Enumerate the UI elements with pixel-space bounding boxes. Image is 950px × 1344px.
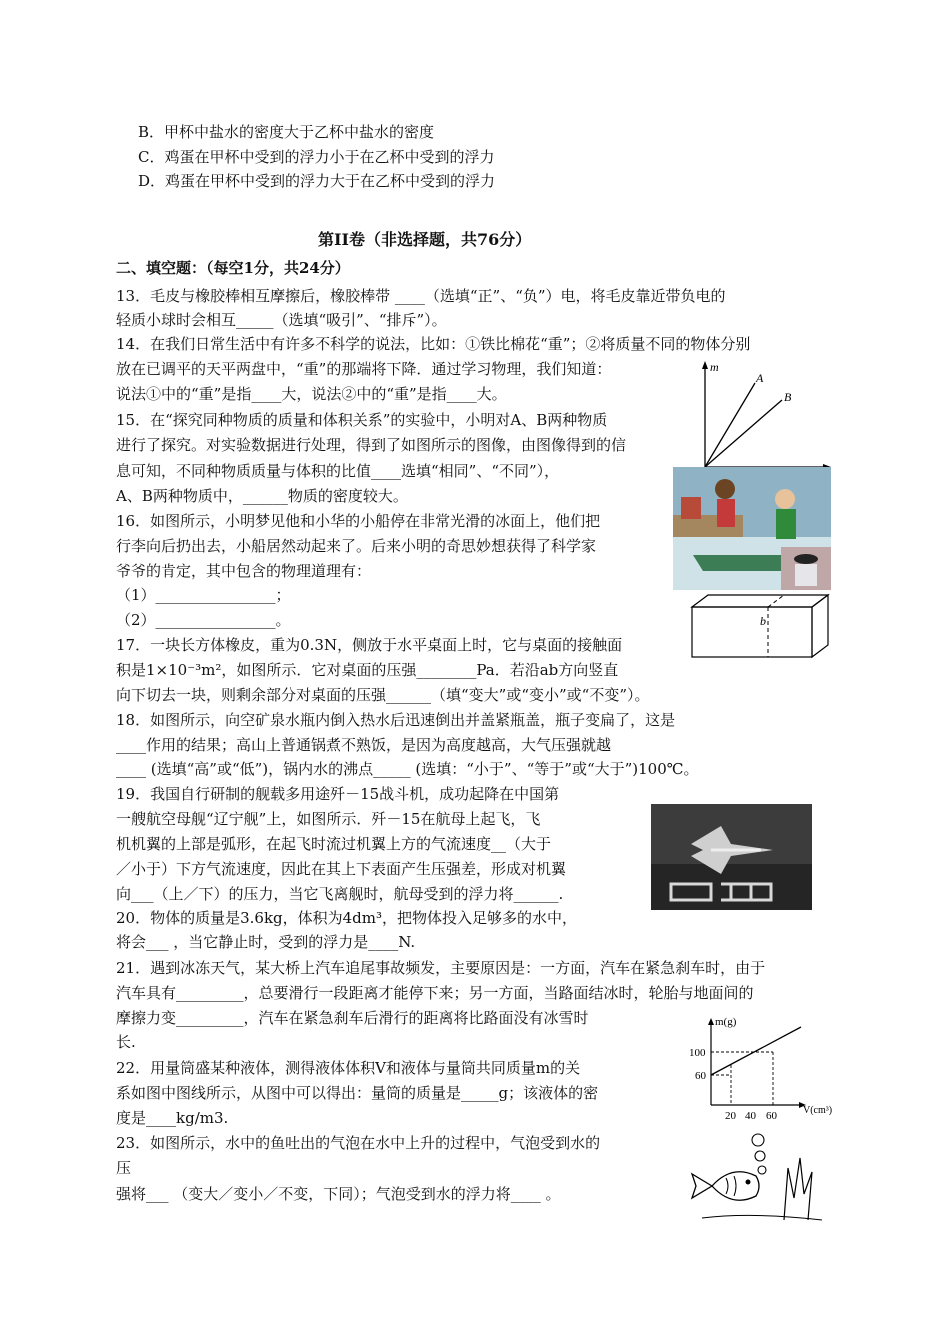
q16-person2-body-icon: [776, 509, 796, 539]
q23-line2: 压: [116, 1159, 132, 1177]
q15-line-a: [705, 383, 755, 467]
q23-line3: 强将___ （变大／变小／不变，下同）；气泡受到水的浮力将____ 。: [116, 1185, 561, 1203]
q16-cap-icon: [794, 554, 818, 564]
q17-label-b: b: [760, 614, 766, 628]
section-heading: [116, 257, 350, 279]
q16-answer2: （2）________________。: [116, 611, 291, 629]
q16-answer1: （1）________________；: [116, 586, 291, 604]
q16-person-body-icon: [717, 499, 735, 527]
q14-line2: 放在已调平的天平两盘中，“重”的那端将下降．通过学习物理，我们知道：: [116, 360, 612, 378]
q15-line3: 息可知，不同种物质质量与体积的比值____选填“相同”、“不同”），: [116, 462, 560, 480]
bubble-icon: [752, 1134, 764, 1146]
q21-line1: 21．遇到冰冻天气，某大桥上汽车追尾事故频发，主要原因是：一方面，汽车在紧急刹车时，由于: [116, 959, 766, 977]
q14-line3: 说法①中的“重”是指____大，说法②中的“重”是指____大。: [116, 385, 507, 403]
section-heading-text: 二、填空题：（每空1分，共24分）: [116, 259, 350, 277]
q17-line2: 积是1×10⁻³m²，如图所示．它对桌面的压强________Pa．若沿ab方向竖直: [116, 661, 619, 679]
bubble-icon: [755, 1151, 765, 1161]
q15-line-b: [705, 400, 782, 467]
section-title: 第II卷（非选择题，共76分）: [318, 230, 532, 249]
q16-line2: 行李向后扔出去，小船居然动起来了。后来小明的奇思妙想获得了科学家: [116, 537, 597, 555]
q21-line4: 长.: [116, 1033, 136, 1051]
q22-y-label: m(g): [715, 1016, 737, 1028]
q17-line1: 17．一块长方体橡皮，重为0.3N，侧放于水平桌面上时，它与桌面的接触面: [116, 636, 623, 654]
q16-bottle-icon: [795, 564, 817, 586]
q19-line4: ／小于）下方气流速度，因此在其上下表面产生压强差，形成对机翼: [116, 860, 567, 878]
q15-y-arrow-icon: [702, 361, 708, 369]
q22-y-tick-100: 100: [689, 1047, 706, 1059]
q16-boat-icon: [693, 555, 793, 571]
q20-line1: 20．物体的质量是3.6kg，体积为4dm³，把物体投入足够多的水中，: [116, 909, 578, 927]
q16-line3: 爷爷的肯定，其中包含的物理道理有：: [116, 562, 372, 580]
fish-tail-icon: [692, 1174, 712, 1198]
bubble-icon: [758, 1166, 766, 1174]
q18-line3: ____ (选填“高”或“低”)，锅内水的沸点_____ (选填：“小于”、“等于”或“大于”)100℃。: [116, 760, 699, 778]
q15-line1: 15．在“探究同种物质的质量和体积关系”的实验中，小明对A、B两种物质: [116, 411, 608, 429]
q21-line2: 汽车具有_________，总要滑行一段距离才能停下来；另一方面，当路面结冰时，轮胎与地面间的: [116, 984, 754, 1002]
q18-line1: 18．如图所示，向空矿泉水瓶内倒入热水后迅速倒出并盖紧瓶盖，瓶子变扁了，这是: [116, 711, 676, 729]
q22-x-tick-60: 60: [766, 1110, 777, 1122]
q22-x-label: V(cm³): [803, 1105, 833, 1116]
q16-person2-head-icon: [775, 489, 795, 509]
q20-line2: 将会___ ，当它静止时，受到的浮力是____N.: [116, 933, 416, 951]
q15-b-label: B: [784, 390, 792, 404]
q15-line4: A、B两种物质中，______物质的密度较大。: [116, 487, 408, 505]
q23-line1: 23．如图所示，水中的鱼吐出的气泡在水中上升的过程中，气泡受到水的: [116, 1134, 601, 1152]
q22-y-tick-60: 60: [695, 1070, 706, 1082]
option-b: B．甲杯中盐水的密度大于乙杯中盐水的密度: [138, 123, 435, 141]
q16-line1: 16．如图所示，小明梦见他和小华的小船停在非常光滑的冰面上，他们把: [116, 512, 601, 530]
q16-boat-cartoon: [673, 467, 831, 590]
q13-line2: 轻质小球时会相互_____（选填“吸引”、“排斥”）。: [116, 311, 447, 329]
fish-eye-icon: [746, 1180, 751, 1185]
q22-line3: 度是____kg/m3.: [116, 1109, 229, 1127]
q22-line1: 22．用量筒盛某种液体，测得液体体积V和液体与量筒共同质量m的关: [116, 1059, 581, 1077]
q23-fish-drawing: [672, 1128, 832, 1224]
q19-carrier-photo: [651, 804, 812, 910]
q22-y-arrow-icon: [708, 1018, 714, 1025]
seaweed-icon: [784, 1158, 812, 1220]
q15-a-label: A: [756, 371, 764, 385]
q17-cut-line-top: [768, 595, 784, 607]
q22-data-line: [711, 1027, 801, 1075]
q18-line2: ____作用的结果；高山上普通锅煮不熟饭，是因为高度越高，大气压强就越: [116, 736, 612, 754]
q16-luggage-icon: [681, 497, 701, 519]
q17-eraser-front-face: [692, 607, 812, 657]
q22-x-tick-40: 40: [745, 1110, 756, 1122]
q22-x-tick-20: 20: [725, 1110, 736, 1122]
q15-mass-volume-graph: [690, 355, 835, 480]
q19-line1: 19．我国自行研制的舰载多用途歼－15战斗机，成功起降在中国第: [116, 785, 560, 803]
q16-person-head-icon: [715, 479, 735, 499]
q19-line2: 一艘航空母舰“辽宁舰”上，如图所示．歼－15在航母上起飞，飞: [116, 810, 541, 828]
q21-line3: 摩擦力变_________，汽车在紧急刹车后滑行的距离将比路面没有冰雪时: [116, 1009, 589, 1027]
q13-line1: 13．毛皮与橡胶棒相互摩擦后，橡胶棒带 ____（选填“正”、“负”）电，将毛皮靠近带负电的: [116, 287, 726, 305]
q22-line2: 系如图中图线所示，从图中可以得出：量筒的质量是_____g；该液体的密: [116, 1084, 599, 1102]
option-c: C．鸡蛋在甲杯中受到的浮力小于在乙杯中受到的浮力: [138, 148, 495, 166]
option-d: D．鸡蛋在甲杯中受到的浮力大于在乙杯中受到的浮力: [138, 172, 496, 190]
q22-mass-volume-graph: [683, 1013, 833, 1125]
q17-eraser-top-face: [692, 595, 828, 607]
q17-line3: 向下切去一块，则剩余部分对桌面的压强______（填“变大”或“变小”或“不变”）。: [116, 686, 650, 704]
q17-eraser-diagram: [688, 591, 833, 661]
q19-line5: 向___（上／下）的压力，当它飞离舰时，航母受到的浮力将______.: [116, 885, 564, 903]
q15-line2: 进行了探究。对实验数据进行处理，得到了如图所示的图像，由图像得到的信: [116, 436, 627, 454]
q15-y-label: m: [710, 360, 719, 374]
q19-line3: 机机翼的上部是弧形，在起飞时流过机翼上方的气流速度__（大于: [116, 835, 552, 853]
seabed-line: [702, 1215, 822, 1220]
q17-eraser-side-face: [812, 595, 828, 657]
q14-line1: 14．在我们日常生活中有许多不科学的说法，比如：①铁比棉花“重”；②将质量不同的物体分别: [116, 335, 751, 353]
